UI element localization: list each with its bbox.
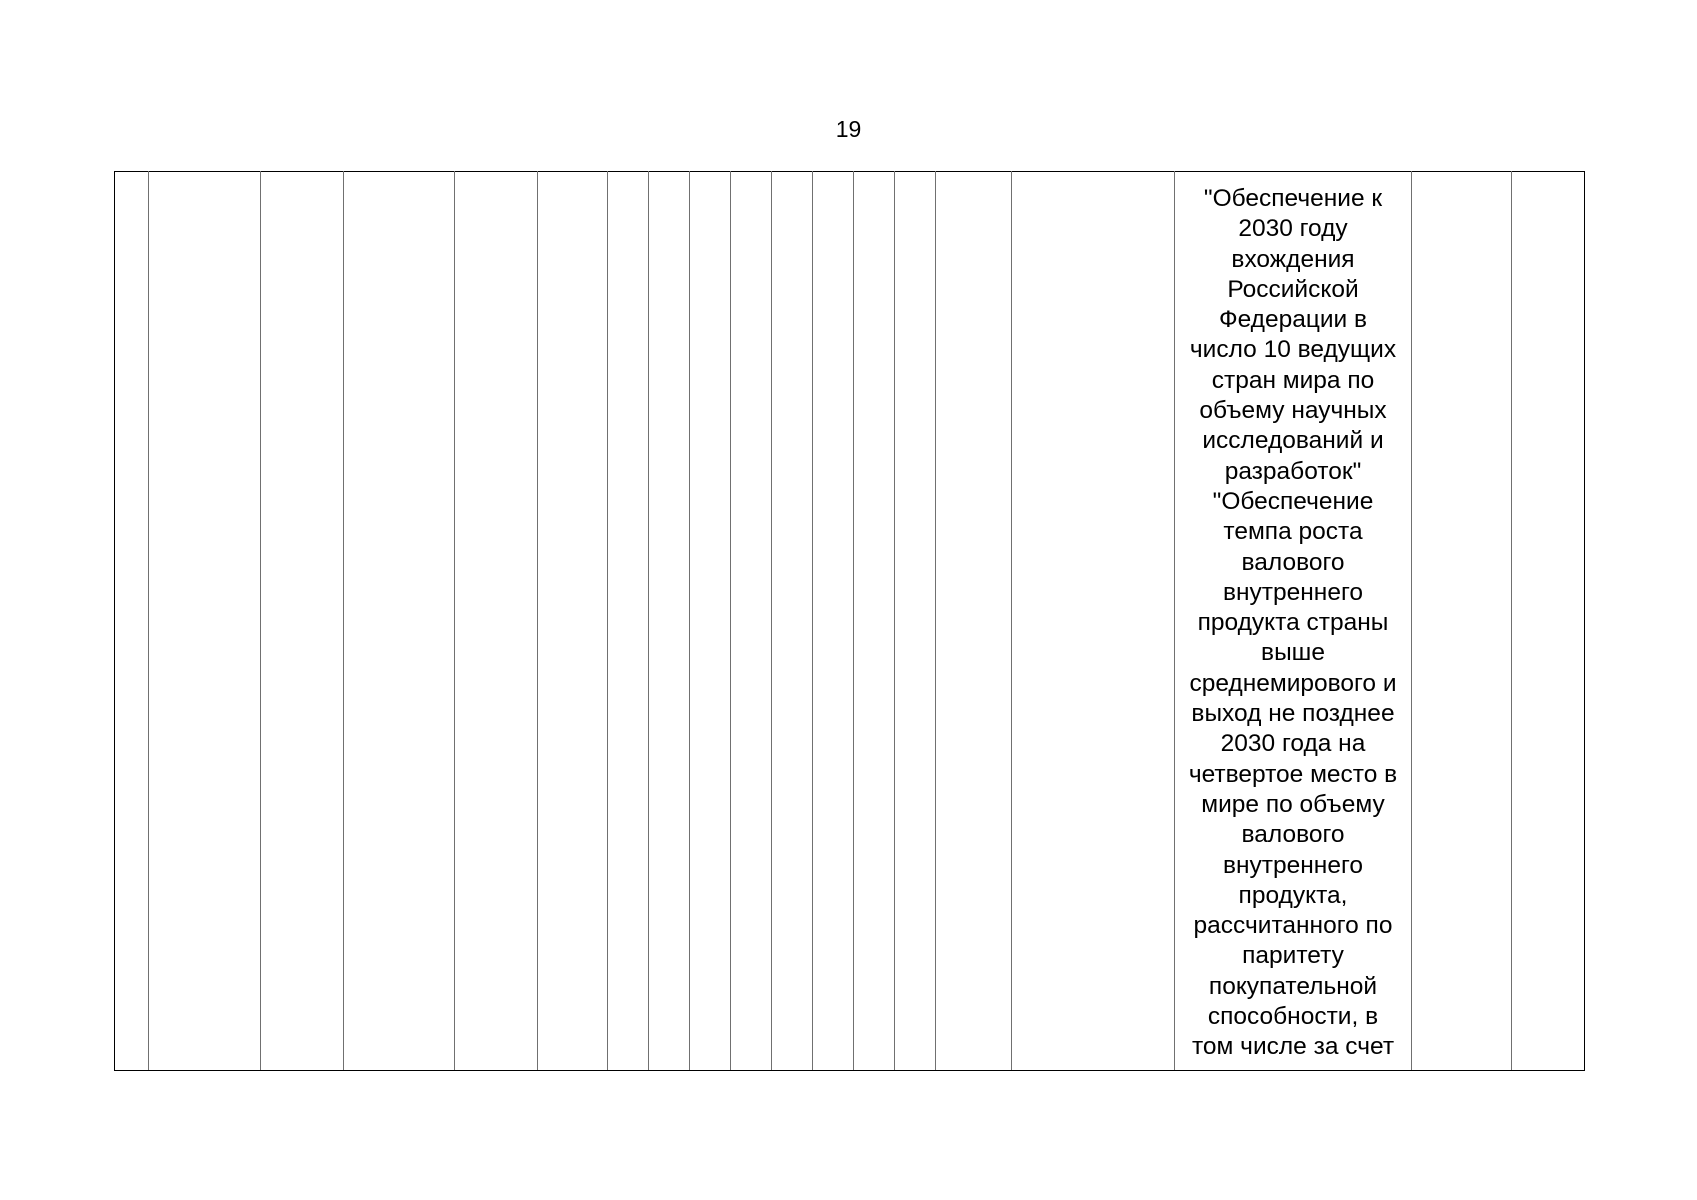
table-cell-15	[936, 172, 1012, 1071]
cell-text-line: продукта страны	[1197, 609, 1389, 637]
document-table	[114, 171, 1585, 1071]
table-cell-4	[344, 172, 455, 1071]
cell-text-line: продукта,	[1238, 881, 1348, 909]
cell-text-line: способности, в	[1207, 1003, 1379, 1031]
table-cell-6	[538, 172, 608, 1071]
table-cell-18	[1412, 172, 1512, 1071]
cell-text-line: стран мира по	[1211, 366, 1375, 394]
table-row	[115, 172, 1585, 1071]
table-cell-10	[731, 172, 772, 1071]
cell-text-line: внутреннего	[1223, 851, 1363, 879]
cell-text-line: "Обеспечение к	[1203, 185, 1383, 212]
cell-text-line: выше	[1261, 639, 1325, 667]
table-cell-9	[690, 172, 731, 1071]
table-cell-13	[854, 172, 895, 1071]
cell-text-line: рассчитанного по	[1193, 912, 1393, 940]
cell-text-line: четвертое место в	[1188, 760, 1398, 788]
cell-text-line: паритету	[1242, 942, 1344, 970]
table-cell-8	[649, 172, 690, 1071]
cell-text-line: выход не позднее	[1191, 700, 1395, 728]
cell-text-line: покупательной	[1208, 972, 1378, 1000]
table-cell-7	[608, 172, 649, 1071]
cell-text-line: число 10 ведущих	[1189, 336, 1397, 364]
cell-text-line: исследований и	[1202, 427, 1384, 455]
cell-text-line: том числе за счет	[1191, 1033, 1395, 1061]
cell-text-line: валового	[1241, 548, 1345, 576]
cell-text-line: Российской	[1227, 275, 1359, 303]
table-cell-16	[1012, 172, 1175, 1071]
goal-text-cell	[1175, 172, 1412, 1071]
table-cell-11	[772, 172, 813, 1071]
cell-text-line: разработок"	[1224, 457, 1362, 485]
table-cell-3	[261, 172, 344, 1071]
cell-text-line: "Обеспечение	[1212, 487, 1374, 515]
cell-text-line: объему научных	[1199, 397, 1387, 425]
table-cell-19	[1512, 172, 1585, 1071]
cell-text-line: внутреннего	[1223, 578, 1363, 606]
cell-text-line: темпа роста	[1223, 518, 1363, 546]
table-cell-12	[813, 172, 854, 1071]
cell-text-line: 2030 года на	[1220, 730, 1366, 758]
cell-text-line: мире по объему	[1201, 790, 1385, 818]
cell-text-line: среднемирового и	[1189, 669, 1397, 697]
table-cell-2	[149, 172, 261, 1071]
cell-text-line: 2030 году	[1238, 215, 1348, 243]
table-cell-1	[115, 172, 149, 1071]
page-number: 19	[835, 116, 862, 142]
table-cell-5	[455, 172, 538, 1071]
cell-text-line: валового	[1241, 821, 1345, 849]
table-cell-14	[895, 172, 936, 1071]
cell-text-line: вхождения	[1231, 245, 1355, 273]
cell-text-line: Федерации в	[1218, 306, 1368, 334]
